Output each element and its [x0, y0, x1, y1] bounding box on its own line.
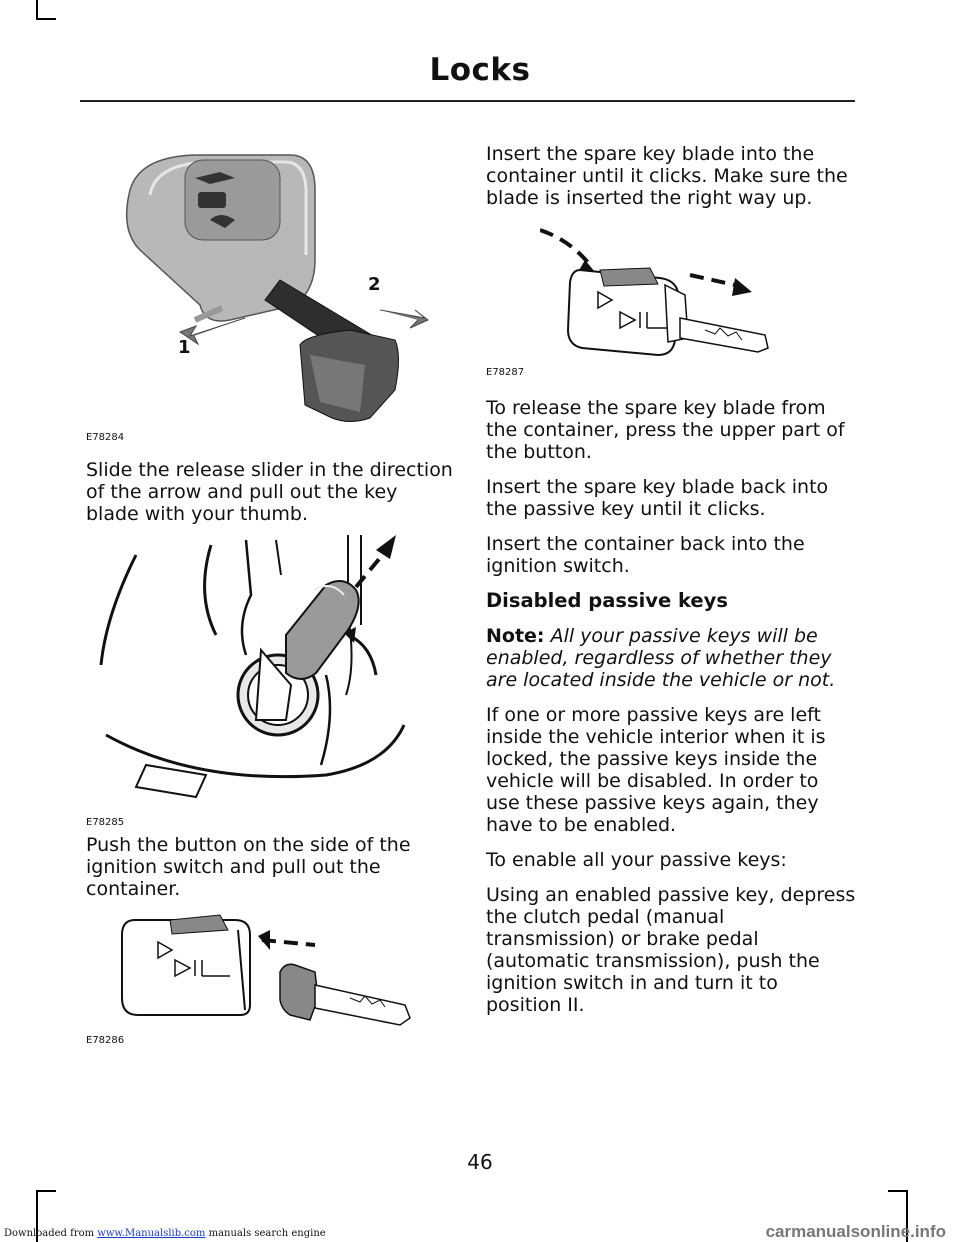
- note-label: Note:: [486, 625, 545, 647]
- figure-id: E78287: [486, 367, 525, 378]
- crop-mark: [36, 18, 56, 20]
- note-text: All your passive keys will be enabled, regardless of whether they are located inside the vehicle or not.: [486, 625, 836, 691]
- footer-prefix: Downloaded from: [4, 1228, 98, 1239]
- crop-mark: [36, 0, 38, 20]
- footer-link[interactable]: www.Manualslib.com: [97, 1228, 206, 1239]
- insert-key-illustration: [540, 220, 780, 365]
- container-key-illustration: [110, 910, 430, 1035]
- section-heading: Disabled passive keys: [486, 589, 728, 612]
- footer-text: [4, 1228, 326, 1239]
- figure-id: E78286: [86, 1035, 125, 1046]
- paragraph: Using an enabled passive key, depress the clutch pedal (manual transmission) or brake pedal (automatic transmission), push the ignition switch in and turn it to position II.: [486, 884, 856, 1016]
- key-blade-illustration: [110, 150, 430, 430]
- paragraph: To release the spare key blade from the container, press the upper part of the button.: [486, 397, 845, 463]
- footer-suffix: manuals search engine: [205, 1228, 326, 1239]
- paragraph: Insert the spare key blade into the container until it clicks. Make sure the blade is inserted the right way up.: [486, 143, 848, 209]
- paragraph: Push the button on the side of the ignition switch and pull out the container.: [86, 834, 411, 900]
- crop-mark: [888, 1190, 908, 1192]
- page-title: Locks: [429, 52, 531, 88]
- watermark: carmanualsonline.info: [765, 1222, 946, 1241]
- figure-callout-1: 1: [178, 337, 191, 358]
- page-number: 46: [467, 1150, 493, 1174]
- figure-id: E78285: [86, 817, 125, 828]
- figure-callout-2: 2: [368, 274, 381, 295]
- paragraph: Insert the container back into the ignition switch.: [486, 533, 805, 577]
- paragraph: Slide the release slider in the direction of the arrow and pull out the key blade with your thumb.: [86, 459, 453, 525]
- header-rule: [80, 100, 855, 102]
- paragraph: To enable all your passive keys:: [486, 849, 787, 871]
- paragraph: If one or more passive keys are left inside the vehicle interior when it is locked, the passive keys inside the vehicle will be disabled. In order to use these passive keys again, they have to be enabled.: [486, 704, 826, 836]
- paragraph: Insert the spare key blade back into the passive key until it clicks.: [486, 476, 829, 520]
- figure-id: E78284: [86, 432, 125, 443]
- note: [486, 625, 858, 691]
- ignition-switch-illustration: [86, 535, 416, 815]
- crop-mark: [36, 1190, 56, 1192]
